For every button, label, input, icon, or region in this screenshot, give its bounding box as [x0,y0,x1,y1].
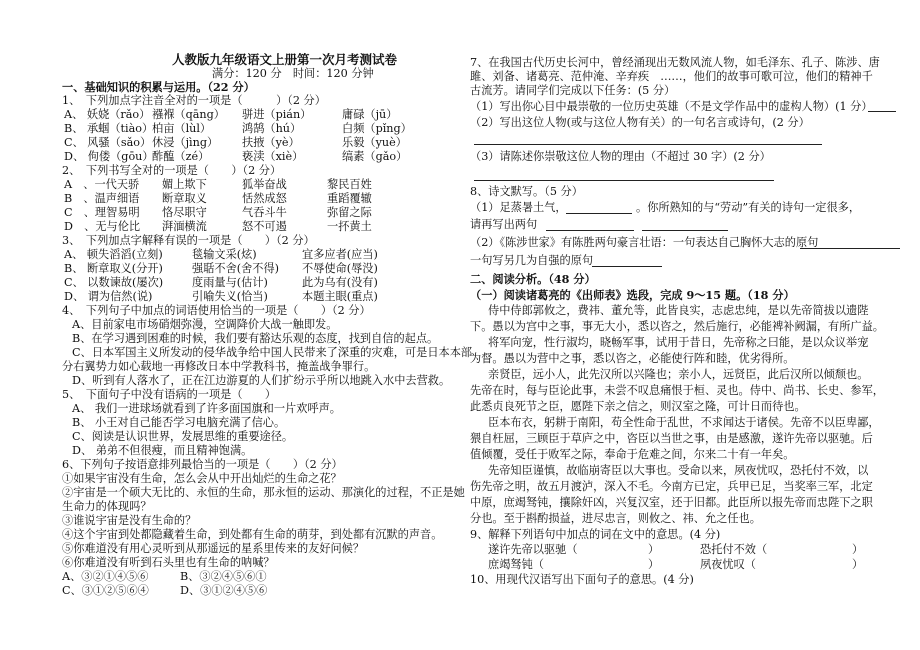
q9-word-2: 恐托付不效（ [700,543,768,556]
option-text: 扶掖（yè） [242,136,300,149]
option-text: 狐举奋战 [242,178,287,191]
option-text: C 、理智易明 [64,206,140,219]
q4-option-a[interactable]: A、目前家电市场硝烟弥漫，空调降价大战一触即发。 [72,318,338,331]
option-text: 骈进（pián） [242,108,312,121]
passage-p2-line-1: 亲贤臣，远小人，此先汉所以兴隆也；亲小人，远贤臣，此后汉所以倾颓也。 [488,368,869,381]
q5-option-b[interactable]: B、 小王对自己能否学习电脑充满了信心。 [72,416,286,429]
q4-option-d[interactable]: D、听到有人落水了，正在江边游夏的人们扩纷示乎所以地跳入水中去营救。 [72,374,451,387]
option-text: 重蹈覆辙 [327,192,372,205]
q8-stem: 8、诗文默写。（5 分） [470,185,583,198]
q7-task-2-blank[interactable] [474,143,822,145]
q2-stem: 2、 下列书写全对的一项是（ ）（2 分） [62,164,282,177]
q5-option-d[interactable]: D、 弟弟不但很瘦，而且精神饱满。 [72,444,253,457]
passage-p3-line-2: 猥自枉屈，三顾臣于草庐之中，咨臣以当世之事，由是感激，遂许先帝以驱驰。后 [470,432,873,445]
q6-sentence-2-cont: 生命力的体现吗？ [62,500,152,513]
q6-option-c[interactable]: C、③①②⑤⑥④ [62,584,149,597]
q4-stem: 4、 下列句子中加点的词语使用恰当的一项是（ ）（2 分） [62,304,371,317]
passage-p2-line-2: 先帝在时，每与臣论此事，未尝不叹息痛恨于桓、灵也。侍中、尚书、长史、参军， [470,384,884,397]
q8-task-2: （2）《陈涉世家》有陈胜两句豪言壮语：一句表达自己胸怀大志的原句 [470,236,819,249]
q6-option-a[interactable]: A、③②①④⑤⑥ [62,570,149,583]
q8-task-1-blank[interactable] [566,212,632,214]
q5-stem: 5、 下面句子中没有语病的一项是（ ） [62,388,277,401]
q9-word-4-close: ） [852,558,864,571]
option-text: 媚上欺下 [162,178,207,191]
q6-sentence-6: ⑥你难道没有听到石头里也有生命的呐喊？ [62,556,275,569]
q5-option-c[interactable]: C、阅读是认识世界，发展思维的重要途径。 [72,430,294,443]
option-text: A、 妖娆（rǎo） [64,108,151,121]
option-text: 庸碌（jū） [342,108,398,121]
q8-task-1-cont: 。你所熟知的与“劳动”有关的诗句一定很多， [636,201,861,214]
q8-task-1-prompt: 请再写出两句 [470,218,538,231]
q9-word-3-close: ） [648,558,660,571]
passage-p2-line-3: 此悉贞良死节之臣，愿陛下亲之信之，则汉室之隆，可计日而待也。 [470,400,806,413]
q8-task-1-blank-3[interactable] [642,229,728,231]
option-text: 一抔黄土 [327,220,372,233]
q7-task-2: （2）写出这位人物(或与这位人物有关）的一句名言或诗句，(2 分） [470,116,810,129]
q7-task-1: （1）写出你心目中最崇敬的一位历史英雄（不是文学作品中的虚构人物）(1 分） [470,100,873,113]
option-text: 气吞斗牛 [242,206,287,219]
q9-word-1-close: ） [648,543,660,556]
option-text: 宜多应者(应当) [302,248,378,261]
q4-option-c[interactable]: C、日本军国主义所发动的侵华战争给中国人民带来了深重的灾难，可是日本本部 [72,346,473,359]
passage-p3-line-1: 臣本布衣，躬耕于南阳，苟全性命于乱世，不求闻达于诸侯。先帝不以臣卑鄙， [488,416,880,429]
option-text: 恬然成怒 [242,192,287,205]
q4-option-b[interactable]: B、在学习遇到困难的时候，我们要有豁达乐观的态度，找到自信的起点。 [72,332,439,345]
q9-word-3: 庶竭驽钝（ [488,558,544,571]
option-text: 白频（pǐng） [342,122,412,135]
option-text: A 、一代天骄 [64,178,140,191]
option-text: 弥留之际 [327,206,372,219]
q6-sentence-4: ④这个宇宙到处都隐藏着生命，到处都有生命的萌芽，到处都有沉默的声音。 [62,528,443,541]
option-text: 断章取义 [162,192,207,205]
option-text: 黎民百姓 [327,178,372,191]
option-text: B 、温声细语 [64,192,140,205]
option-text: 柏亩（lùl） [152,122,212,135]
option-text: A、 顿失滔滔(立刻) [64,248,163,261]
option-text: 不辱使命(辱没) [302,262,378,275]
option-text: 缟素（gǎo） [342,150,408,163]
passage-p1-line-1: 侍中侍郎郭攸之，费祎、董允等，此皆良实，志虑忠纯，是以先帝简拔以遗陛 [488,304,869,317]
q6-option-d[interactable]: D、③①②④⑤⑥ [180,584,268,597]
option-text: 酢醢（zé） [152,150,210,163]
q7-line-1: 7、在我国古代历史长河中，曾经涌现出无数风流人物，如毛泽东、孔子、陈涉、唐 [470,56,880,69]
option-text: B、 承蝈（tiào） [64,122,154,135]
option-text: 湃湎横流 [162,220,207,233]
q7-task-3: （3）请陈述你崇敬这位人物的理由（不超过 30 字）(2 分） [470,150,771,163]
section-2-heading: 二、阅读分析。（48 分） [470,272,596,286]
option-text: 强聒不舍(舍不得) [192,262,280,275]
option-text: 鸿鹄（hú） [242,122,302,135]
q6-sentence-1: ①如果宇宙没有生命，怎么会从中开出灿烂的生命之花？ [62,472,342,485]
passage-p4-line-2: 伤先帝之明，故五月渡泸，深入不毛。今南方已定，兵甲已足，当奖率三军，北定 [470,480,873,493]
q4-option-c-cont: 分右翼势力如心载地一再修改日本中学教科书，掩盖战争罪行。 [62,360,376,373]
passage-p1-line-2: 下。愚以为宫中之事，事无大小，悉以咨之，然后施行，必能裨补阙漏，有所广益。 [470,320,884,333]
q8-task-1-blank-2[interactable] [546,229,634,231]
option-text: D、 佝偻（gōu） [64,150,154,163]
option-text: 恪尽职守 [162,206,207,219]
q9-stem: 9、解释下列语句中加点的词在文中的意思。(4 分) [470,528,721,541]
q8-task-2-blank-2[interactable] [592,265,662,267]
passage-p4-line-1: 先帝知臣谨慎，故临崩寄臣以大事也。受命以来，夙夜忧叹，恐托付不效，以 [488,464,869,477]
q6-option-b[interactable]: B、③②④⑤⑥① [180,570,267,583]
passage-p4-line-3: 中原，庶竭驽钝，攘除奸凶，兴复汉室，还于旧都。此臣所以报先帝而忠陛下之职 [470,496,873,509]
exam-title: 人教版九年级语文上册第一次月考测试卷 [172,52,398,67]
q7-task-3-blank[interactable] [474,179,774,181]
option-text: 引喻失义(恰当) [192,290,268,303]
q6-sentence-5: ⑤你难道没有用心灵听到从那遥远的星系里传来的友好问候？ [62,542,365,555]
option-text: 亵渎（xiè） [242,150,304,163]
q6-stem: 6、下列句子按语意排列最恰当的一项是（ ）（2 分） [62,458,343,471]
passage-p1-line-3: 将军向宠，性行淑均，晓畅军事，试用于昔日，先帝称之曰能，是以众议举宠 [488,336,869,349]
q9-word-1: 遂许先帝以驱驰（ [488,543,578,556]
q8-task-1: （1）足蒸暑土气， [470,201,567,214]
passage-p4-line-4: 分也。至于斟酌损益，进尽忠言，则攸之、祎、允之任也。 [470,512,761,525]
option-text: D 、无与伦比 [64,220,141,233]
option-text: 休浸（jìng） [152,136,219,149]
option-text: 毯输文采(炫) [192,248,257,261]
q7-task-1-blank[interactable] [868,110,896,112]
exam-meta: 满分：120 分 时间：120 分钟 [212,67,374,80]
q9-word-2-close: ） [852,543,864,556]
reading-heading: （一）阅读诸葛亮的《出师表》选段，完成 9～15 题。（18 分） [470,288,795,302]
option-text: 此为乌有(没有) [302,276,378,289]
q8-task-2-blank[interactable] [800,247,900,249]
q10-stem: 10、用现代汉语写出下面句子的意思。(4 分) [470,573,694,586]
option-text: C、 风骚（sǎo） [64,136,152,149]
passage-p1-line-4: 为督。愚以为营中之事，悉以咨之，必能使行阵和睦，优劣得所。 [470,352,795,365]
option-text: D、 谓为信然(说) [64,290,153,303]
q9-word-4: 夙夜忧叹（ [700,558,756,571]
q6-sentence-3: ③谁说宇宙是没有生命的？ [62,514,197,527]
q3-stem: 3、 下列加点字解释有误的一项是（ ）（2 分） [62,234,315,247]
option-text: 襁褓（qāng） [152,108,225,121]
option-text: 本题主眼(重点) [302,290,378,303]
q5-option-a[interactable]: A、 我们一进球场就看到了许多面国旗和一片欢呼声。 [72,402,341,415]
option-text: 度雨量与(估计) [192,276,268,289]
q6-sentence-2: ②宇宙是一个硕大无比的、永恒的生命，那永恒的运动、那演化的过程，不正是她 [62,486,465,499]
q7-line-2: 雎、刘备、诸葛亮、范仲淹、辛弃疾 ……，他们的故事可歌可泣，他们的精神千 [470,70,873,83]
q1-stem: 1、 下列加点字注音全对的一项是（ ）（2 分） [62,94,326,107]
q8-task-2-cont: 一句写另几为自强的原句 [470,254,594,267]
section-1-heading: 一、基础知识的积累与运用。（22 分） [62,80,255,94]
q7-line-3: 古流芳。请同学们完成以下任务：(5 分） [470,84,676,97]
option-text: B、 断章取义(分开) [64,262,163,275]
option-text: C、 以数谏故(屡次) [64,276,164,289]
passage-p3-line-3: 值倾覆，受任于败军之际，奉命于危难之间，尔来二十有一年矣。 [470,448,795,461]
option-text: 怒不可遏 [242,220,287,233]
option-text: 乐毅（yuè） [342,136,407,149]
